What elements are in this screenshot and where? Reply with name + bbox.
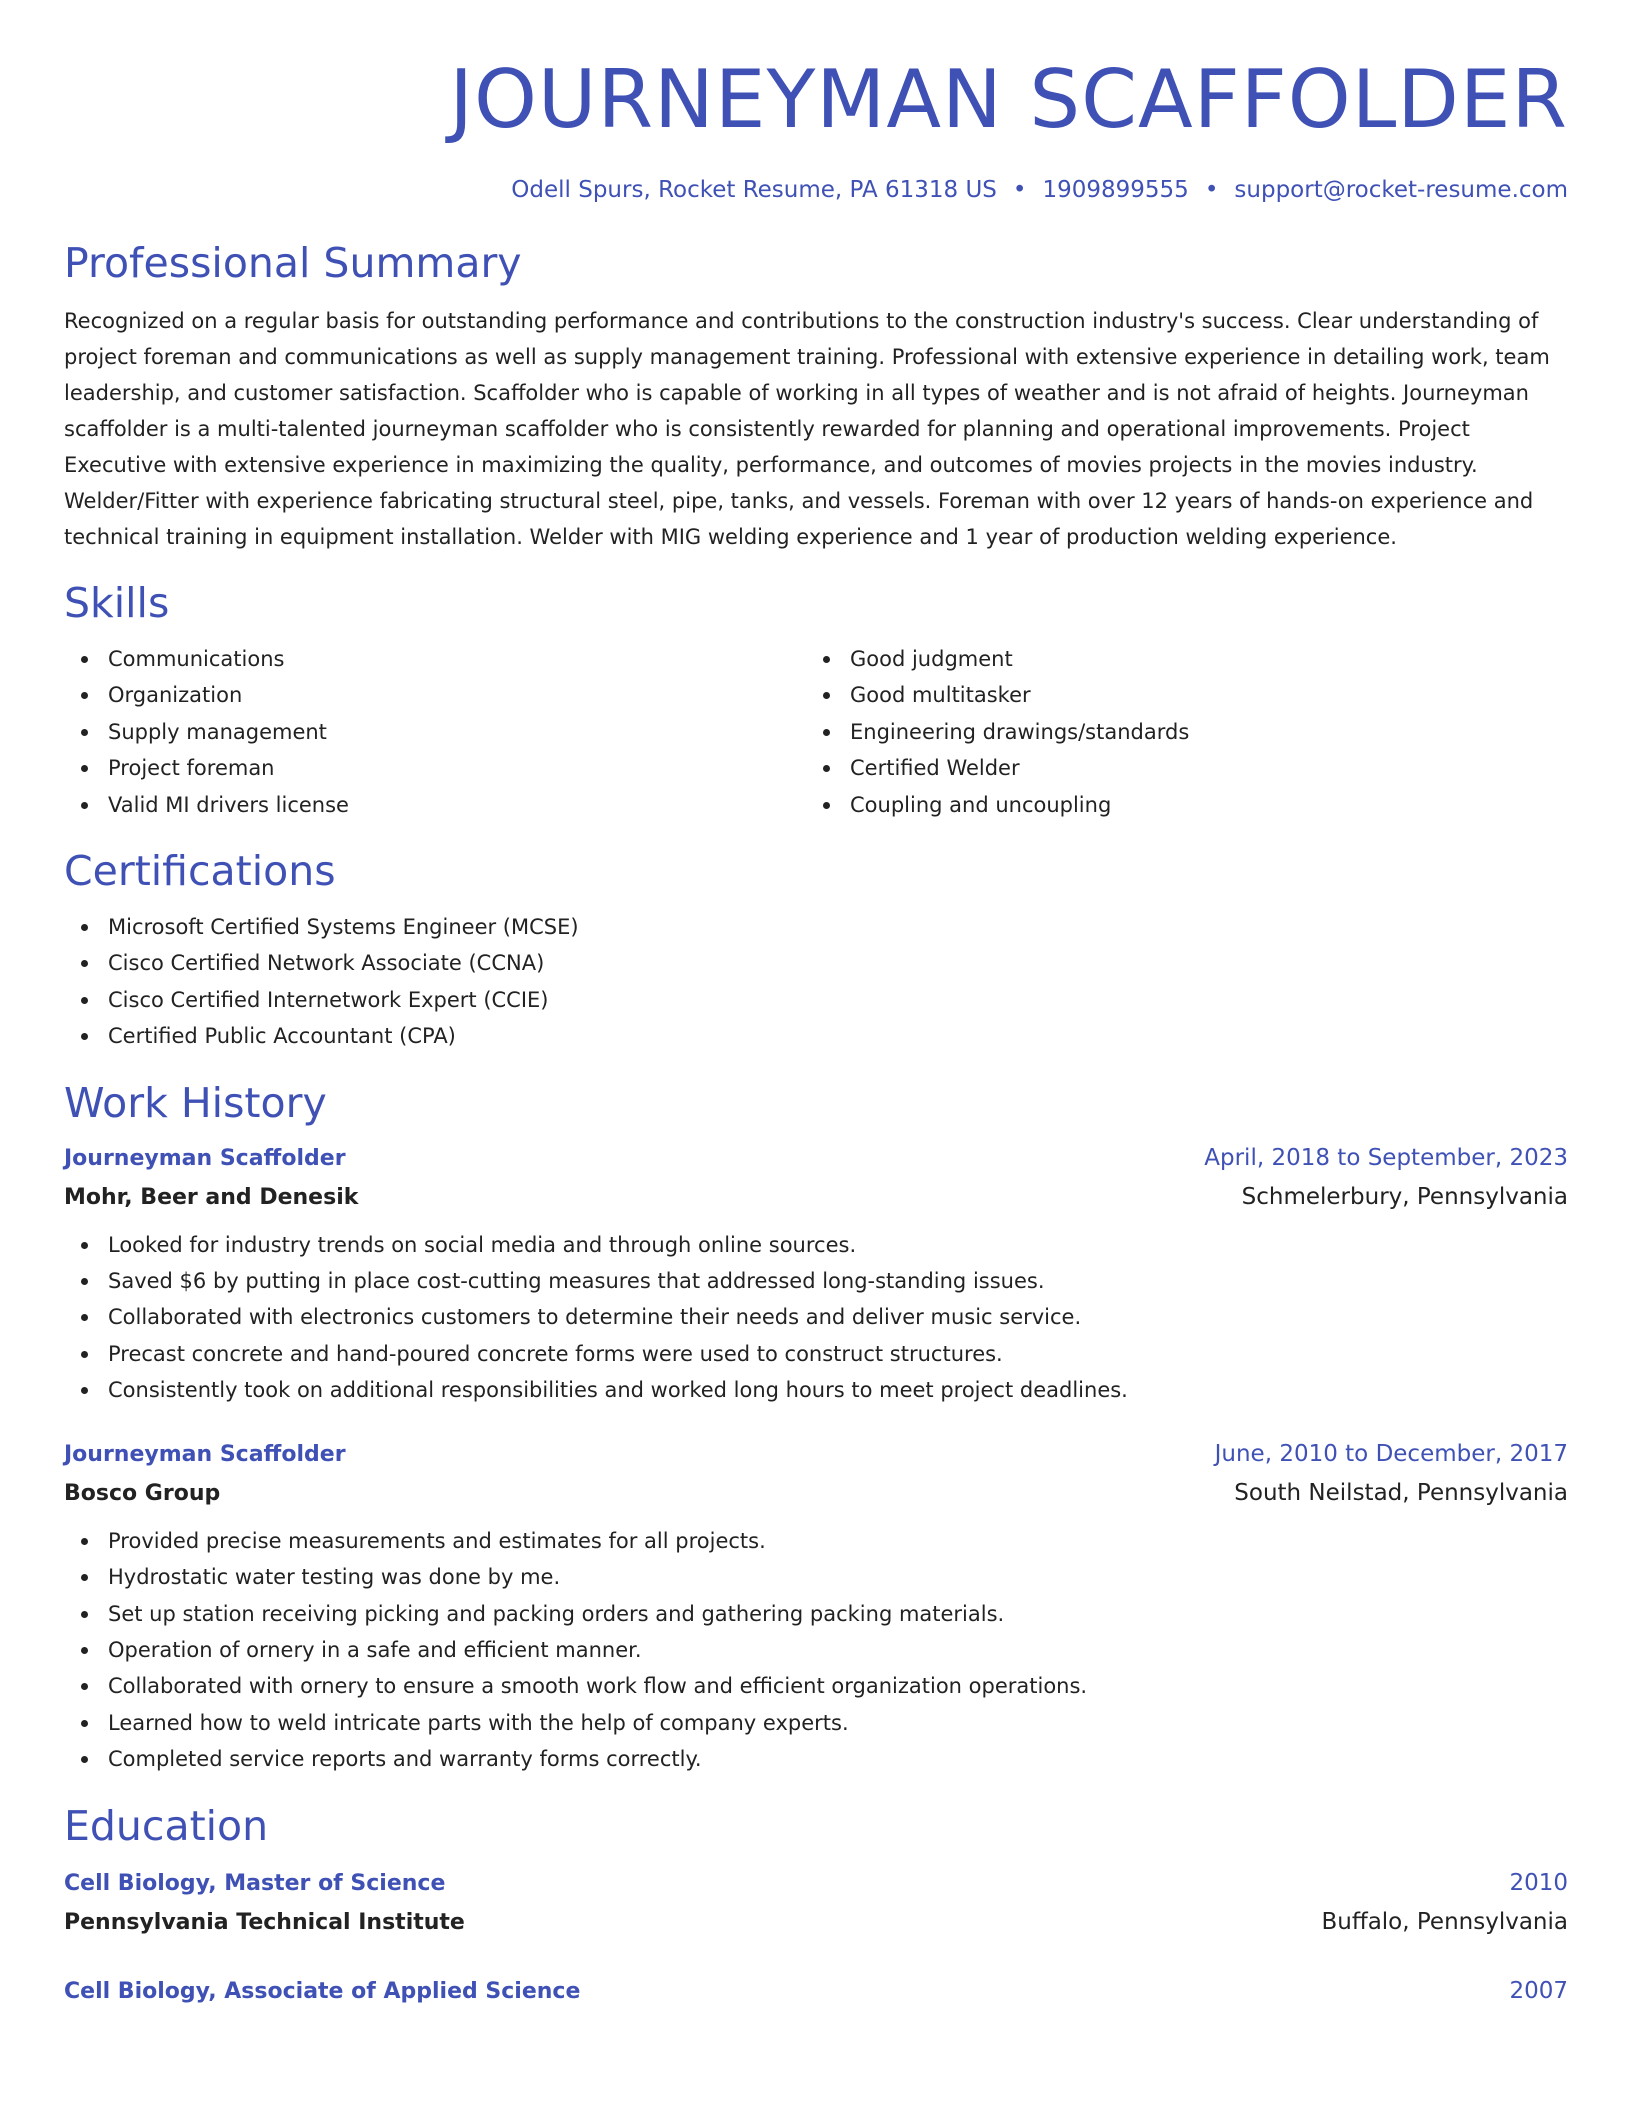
work-history-heading: Work History bbox=[64, 1078, 327, 1127]
certification-item: Cisco Certified Network Associate (CCNA) bbox=[64, 945, 1568, 981]
contact-email[interactable]: support@rocket-resume.com bbox=[1234, 177, 1568, 203]
education-header bbox=[64, 1864, 1568, 1903]
education-school: Pennsylvania Technical Institute bbox=[64, 1909, 465, 1935]
education-heading: Education bbox=[64, 1801, 269, 1850]
skill-item: Organization bbox=[64, 677, 806, 713]
job-company: Bosco Group bbox=[64, 1480, 221, 1506]
job-entry bbox=[64, 1435, 1568, 1778]
job-bullets bbox=[64, 1523, 1568, 1778]
certification-item: Microsoft Certified Systems Engineer (MCSE) bbox=[64, 909, 1568, 945]
summary-section bbox=[64, 235, 1568, 555]
job-bullet: Completed service reports and warranty forms correctly. bbox=[64, 1741, 1568, 1777]
job-dates: June, 2010 to December, 2017 bbox=[1214, 1440, 1568, 1467]
skills-list-right bbox=[806, 641, 1548, 823]
education-section bbox=[64, 1798, 1568, 2011]
education-year: 2007 bbox=[1509, 1977, 1568, 2004]
contact-line bbox=[64, 175, 1568, 205]
contact-separator: • bbox=[1204, 177, 1219, 203]
job-subheader bbox=[64, 1178, 1568, 1217]
contact-separator: • bbox=[1012, 177, 1027, 203]
education-year: 2010 bbox=[1509, 1869, 1568, 1896]
job-header bbox=[64, 1435, 1568, 1474]
education-degree: Cell Biology, Master of Science bbox=[64, 1870, 446, 1896]
work-history-section bbox=[64, 1075, 1568, 1778]
job-bullet: Hydrostatic water testing was done by me. bbox=[64, 1559, 1568, 1595]
skill-item: Project foreman bbox=[64, 750, 806, 786]
candidate-name: JOURNEYMAN SCAFFOLDER bbox=[449, 53, 1568, 146]
education-degree: Cell Biology, Associate of Applied Science bbox=[64, 1978, 581, 2004]
education-location: Buffalo, Pennsylvania bbox=[1321, 1908, 1568, 1935]
education-subheader bbox=[64, 1903, 1568, 1942]
contact-phone[interactable]: 1909899555 bbox=[1042, 177, 1189, 203]
contact-address: Odell Spurs, Rocket Resume, PA 61318 US bbox=[511, 177, 997, 203]
job-header bbox=[64, 1139, 1568, 1178]
skill-item: Coupling and uncoupling bbox=[806, 787, 1548, 823]
job-bullet: Looked for industry trends on social media and through online sources. bbox=[64, 1227, 1568, 1263]
job-bullet: Provided precise measurements and estimates for all projects. bbox=[64, 1523, 1568, 1559]
skills-section bbox=[64, 575, 1568, 823]
summary-text: Recognized on a regular basis for outstanding performance and contributions to the construction industry's success. Clear understanding of project foreman and communications as well as supply management training. Professional with extensive experience in detailing work, team leadership, and customer satisfaction. Scaffolder who is capable of working in all types of weather and is not afraid of heights. Journeyman scaffolder is a multi-talented journeyman scaffolder who is consistently rewarded for planning and operational improvements. Project Executive with extensive experience in maximizing the quality, performance, and outcomes of movies projects in the movies industry. Welder/Fitter with experience fabricating structural steel, pipe, tanks, and vessels. Foreman with over 12 years of hands-on experience and technical training in equipment installation. Welder with MIG welding experience and 1 year of production welding experience. bbox=[64, 309, 1550, 549]
certification-item: Cisco Certified Internetwork Expert (CCIE) bbox=[64, 982, 1568, 1018]
skill-item: Certified Welder bbox=[806, 750, 1548, 786]
certification-item: Certified Public Accountant (CPA) bbox=[64, 1018, 1568, 1054]
job-bullet: Precast concrete and hand-poured concrete forms were used to construct structures. bbox=[64, 1336, 1568, 1372]
job-bullet: Set up station receiving picking and packing orders and gathering packing materials. bbox=[64, 1596, 1568, 1632]
skills-heading: Skills bbox=[64, 579, 170, 627]
job-entry bbox=[64, 1139, 1568, 1409]
education-entry bbox=[64, 1864, 1568, 1942]
job-subheader bbox=[64, 1474, 1568, 1513]
job-bullet: Consistently took on additional responsibilities and worked long hours to meet project deadlines. bbox=[64, 1372, 1568, 1408]
certifications-section bbox=[64, 843, 1568, 1055]
job-dates: April, 2018 to September, 2023 bbox=[1204, 1144, 1568, 1171]
job-bullet: Collaborated with electronics customers to determine their needs and deliver music service. bbox=[64, 1299, 1568, 1335]
job-bullet: Operation of ornery in a safe and efficient manner. bbox=[64, 1632, 1568, 1668]
summary-heading: Professional Summary bbox=[64, 239, 522, 287]
skill-item: Good judgment bbox=[806, 641, 1548, 677]
resume-header bbox=[64, 0, 1568, 205]
skill-item: Supply management bbox=[64, 714, 806, 750]
job-bullet: Collaborated with ornery to ensure a smooth work flow and efficient organization operations. bbox=[64, 1668, 1568, 1704]
job-location: South Neilstad, Pennsylvania bbox=[1234, 1479, 1568, 1506]
skill-item: Communications bbox=[64, 641, 806, 677]
certifications-heading: Certifications bbox=[64, 847, 336, 896]
education-entry bbox=[64, 1972, 1568, 2011]
skill-item: Engineering drawings/standards bbox=[806, 714, 1548, 750]
job-bullets bbox=[64, 1227, 1568, 1409]
job-location: Schmelerbury, Pennsylvania bbox=[1241, 1183, 1568, 1210]
skills-list-left bbox=[64, 641, 806, 823]
skill-item: Valid MI drivers license bbox=[64, 787, 806, 823]
job-title: Journeyman Scaffolder bbox=[64, 1441, 346, 1467]
skill-item: Good multitasker bbox=[806, 677, 1548, 713]
job-bullet: Saved $6 by putting in place cost-cutting measures that addressed long-standing issues. bbox=[64, 1263, 1568, 1299]
job-title: Journeyman Scaffolder bbox=[64, 1145, 346, 1171]
job-bullet: Learned how to weld intricate parts with the help of company experts. bbox=[64, 1705, 1568, 1741]
skills-grid bbox=[64, 631, 1568, 823]
certifications-list bbox=[64, 909, 1568, 1055]
job-company: Mohr, Beer and Denesik bbox=[64, 1184, 359, 1210]
education-header bbox=[64, 1972, 1568, 2011]
